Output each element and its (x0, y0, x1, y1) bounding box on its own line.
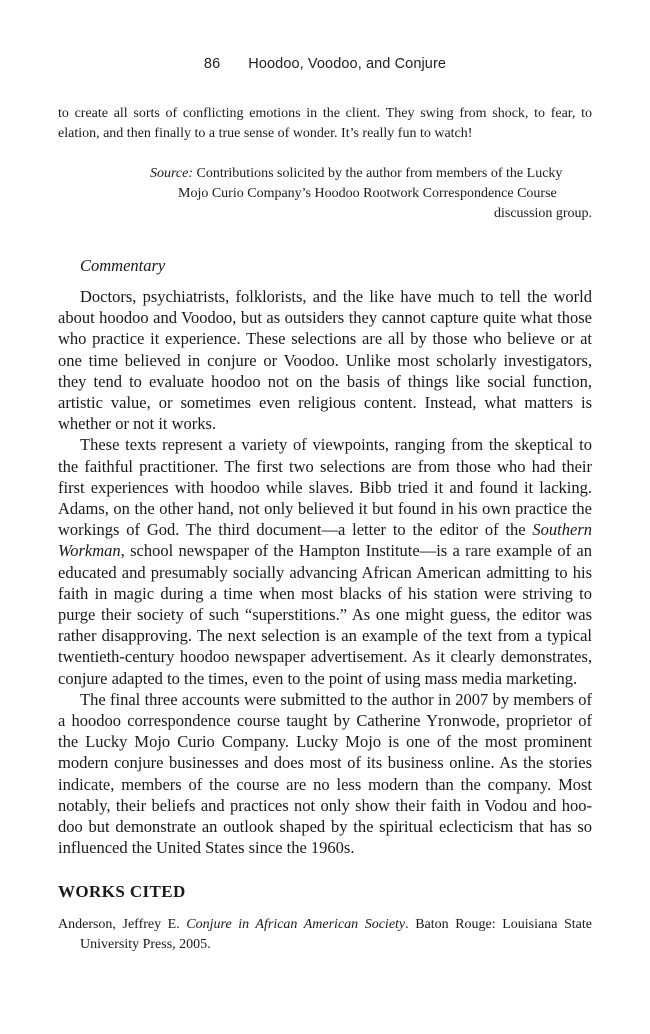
excerpt-text: to create all sorts of conflicting emotions in the client. They swing from shock, to fear, to elation, and then finally to a true sense of wonder. It’s really fun to watch! (58, 106, 592, 141)
citation-entry (58, 915, 592, 955)
commentary-paragraph-1: Doctors, psychiatrists, folklorists, and the like have much to tell the world about hoodoo and Voodoo, but as outsiders they cannot capture quite what those who practice it experience. These selections are all by those who believe or at one time believed in conjure or Voodoo. Unlike most scholarly investigators, they tend to evaluate hoodoo not on the basis of things like social function, artistic value, or sometimes even religious content. Instead, what matters is whether or not it works. (58, 287, 592, 434)
works-cited-heading: WORKS CITED (58, 882, 186, 901)
commentary-body (58, 286, 592, 858)
excerpt-ending (58, 104, 592, 144)
source-note (150, 164, 592, 224)
source-line-1: Source: Contributions solicited by the author from members of the Lucky (150, 166, 563, 181)
commentary-paragraph-2: These texts represent a variety of viewpoints, ranging from the skeptical to the faithful practitioner. The first two selections are from those who had their first experiences with hoodoo while slaves. Bibb tried it and found it lacking. Adams, on the other hand, not only believed it but found in his own practice the workings of God. The third document—a letter to the editor of the Southern Workman, school newspaper of the Hampton Institute—is a rare example of an educated and presumably socially advancing African American admitting to his faith in magic during a time when most blacks of his station were striving to purge their society of such “superstitions.” As one might guess, the editor was rather disapproving. The next selection is an example of the text from a typical twentieth-century hoodoo newspaper advertisement. As it clearly demonstrates, conjure adapted to the times, even to the point of using mass media marketing. (58, 435, 592, 688)
source-label: Source: (150, 166, 194, 181)
page-number: 86 (203, 56, 221, 72)
commentary-heading: Commentary (80, 256, 166, 275)
source-line-3: discussion group. (494, 206, 592, 221)
running-head (0, 56, 650, 72)
commentary-paragraph-3: The final three accounts were submitted to the author in 2007 by members of a hoodoo correspondence course taught by Catherine Yronwode, proprietor of the Lucky Mojo Curio Company. Lucky Mojo is one of the most prominent modern conjure businesses and does most of its business online. As the stories indicate, members of the course are no less modern than the company. Most notably, their beliefs and practices not only show their faith in Vodou and hoodoo but demonstrate an outlook shaped by the spiritual eclecticism that has so influenced the United States since the 1960s. (58, 689, 592, 858)
book-title: Hoodoo, Voodoo, and Conjure (248, 56, 447, 72)
source-line-2: Mojo Curio Company’s Hoodoo Rootwork Correspondence Course (178, 186, 557, 201)
citation-title: Conjure in African American Society (186, 917, 406, 932)
citation-author: Anderson, Jeffrey E. (58, 917, 187, 932)
citation-publication: . Baton Rouge: Louisiana State University Press, 2005. (80, 917, 592, 952)
newspaper-title: Southern Workman, (58, 520, 592, 561)
